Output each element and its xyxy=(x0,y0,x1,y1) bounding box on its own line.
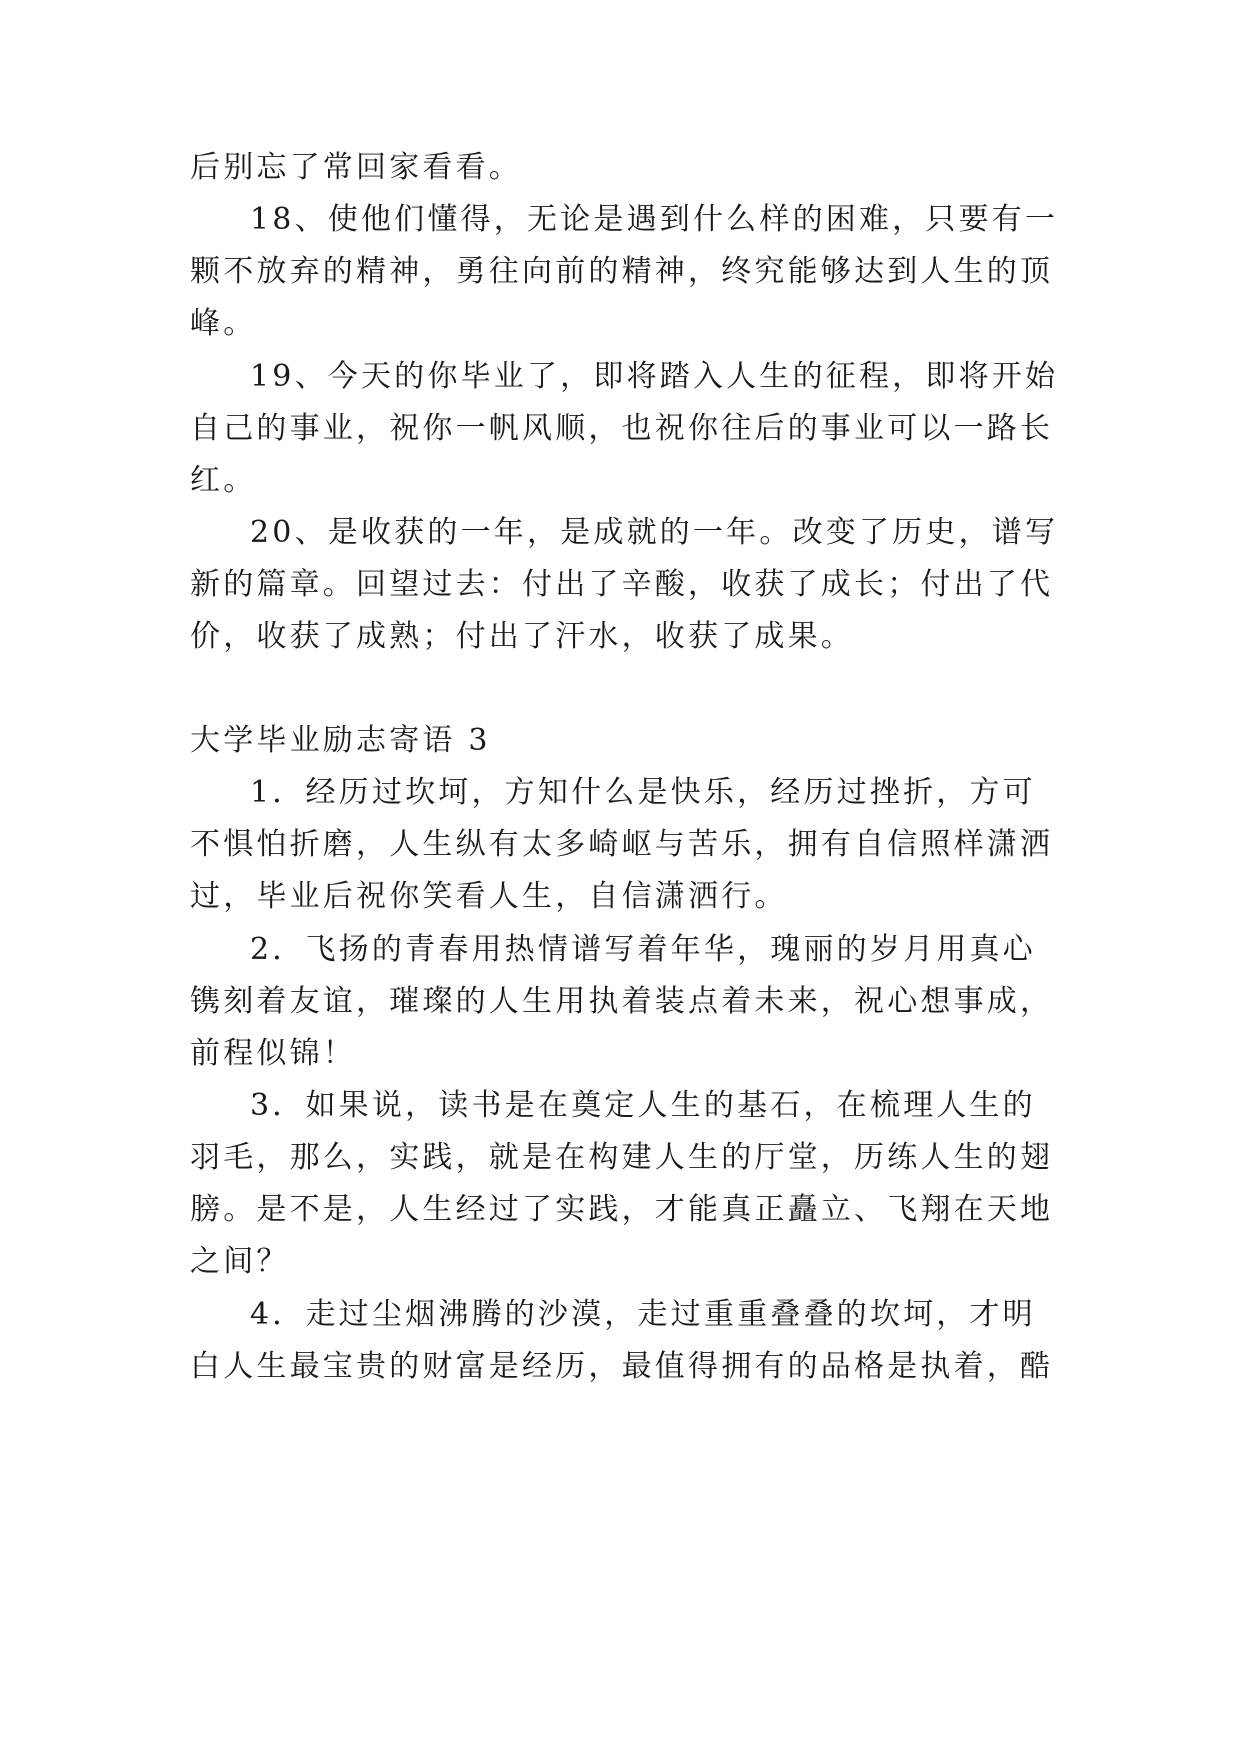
list-item-line: 羽毛，那么，实践，就是在构建人生的厅堂，历练人生的翅 xyxy=(190,1140,1054,1175)
list-item-line: 自己的事业，祝你一帆风顺，也祝你往后的事业可以一路长 xyxy=(190,411,1054,446)
list-item-line: 之间？ xyxy=(190,1244,290,1279)
paragraph-continuation: 后别忘了常回家看看。 xyxy=(190,150,522,185)
list-item-line: 不惧怕折磨，人生纵有太多崎岖与苦乐，拥有自信照样潇洒 xyxy=(190,827,1054,862)
list-item-line: 峰。 xyxy=(190,306,257,341)
list-item-line: 价，收获了成熟；付出了汗水，收获了成果。 xyxy=(190,619,854,654)
list-item-line: 过，毕业后祝你笑看人生，自信潇洒行。 xyxy=(190,879,788,914)
list-item-line: 镌刻着友谊，璀璨的人生用执着装点着未来，祝心想事成， xyxy=(190,984,1054,1019)
list-item-line: 4．走过尘烟沸腾的沙漠，走过重重叠叠的坎坷，才明 xyxy=(250,1297,1036,1332)
list-item-line: 19、今天的你毕业了，即将踏入人生的征程，即将开始 xyxy=(250,359,1059,394)
list-item-line: 红。 xyxy=(190,463,257,498)
list-item-line: 前程似锦！ xyxy=(190,1036,356,1071)
list-item-line: 白人生最宝贵的财富是经历，最值得拥有的品格是执着，酷 xyxy=(190,1349,1054,1384)
list-item-line: 2．飞扬的青春用热情谱写着年华，瑰丽的岁月用真心 xyxy=(250,932,1036,967)
list-item-line: 1．经历过坎坷，方知什么是快乐，经历过挫折，方可 xyxy=(250,775,1036,810)
list-item-line: 颗不放弃的精神，勇往向前的精神，终究能够达到人生的顶 xyxy=(190,254,1054,289)
list-item-line: 新的篇章。回望过去：付出了辛酸，收获了成长；付出了代 xyxy=(190,567,1054,602)
section-title: 大学毕业励志寄语 3 xyxy=(190,723,491,758)
list-item-line: 膀。是不是，人生经过了实践，才能真正矗立、飞翔在天地 xyxy=(190,1192,1054,1227)
list-item-line: 3．如果说，读书是在奠定人生的基石，在梳理人生的 xyxy=(250,1088,1036,1123)
list-item-line: 18、使他们懂得，无论是遇到什么样的困难，只要有一 xyxy=(250,202,1059,237)
list-item-line: 20、是收获的一年，是成就的一年。改变了历史，谱写 xyxy=(250,515,1059,550)
